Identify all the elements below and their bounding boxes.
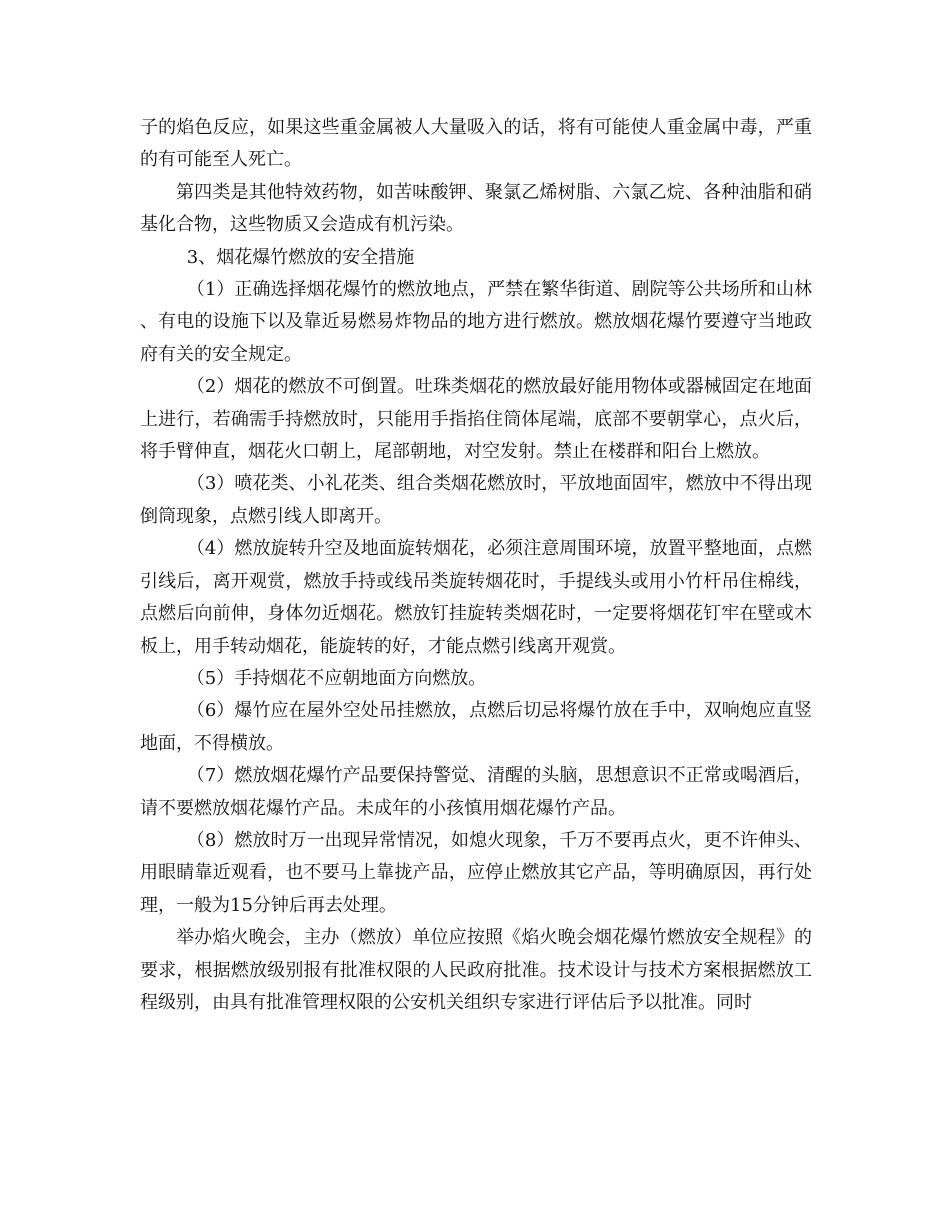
paragraph-measure-2: （2）烟花的燃放不可倒置。吐珠类烟花的燃放最好能用物体或器械固定在地面上进行，若确需手持燃放时，只能用手指掐住筒体尾端，底部不要朝掌心，点火后，将手臂伸直，烟花火口朝上，尾部朝地，对空发射。禁止在楼群和阳台上燃放。: [140, 376, 812, 463]
section-heading: 3、烟花爆竹燃放的安全措施: [186, 246, 415, 268]
paragraph-measure-6: （6）爆竹应在屋外空处吊挂燃放，点燃后切忌将爆竹放在手中，双响炮应直竖地面，不得横放。: [140, 700, 812, 754]
paragraph-measure-3: （3）喷花类、小礼花类、组合类烟花燃放时，平放地面固牢，燃放中不得出现倒筒现象，点燃引线人即离开。: [140, 473, 812, 527]
paragraph-measure-1: （1）正确选择烟花爆竹的燃放地点，严禁在繁华街道、剧院等公共场所和山林、有电的设施下以及靠近易燃易炸物品的地方进行燃放。燃放烟花爆竹要遵守当地政府有关的安全规定。: [140, 279, 812, 365]
paragraph-fireworks-gala: 举办焰火晚会，主办（燃放）单位应按照《焰火晚会烟花爆竹燃放安全规程》的要求，根据燃放级别报有批准权限的人民政府批准。技术设计与技术方案根据燃放工程级别，由具有批准管理权限的公安机关组织专家进行评估后予以批准。同时: [140, 927, 812, 1013]
paragraph-measure-7: （7）燃放烟花爆竹产品要保持警觉、清醒的头脑，思想意识不正常或喝酒后，请不要燃放烟花爆竹产品。未成年的小孩慎用烟花爆竹产品。: [140, 765, 812, 819]
paragraph-category-four: 第四类是其他特效药物，如苦味酸钾、聚氯乙烯树脂、六氯乙烷、各种油脂和硝基化合物，这些物质又会造成有机污染。: [140, 181, 812, 236]
document-body: [140, 112, 812, 1019]
paragraph-measure-4: （4）燃放旋转升空及地面旋转烟花，必须注意周围环境，放置平整地面，点燃引线后，离开观赏，燃放手持或线吊类旋转烟花时，手提线头或用小竹杆吊住棉线，点燃后向前伸，身体勿近烟花。燃放钉挂旋转类烟花时，一定要将烟花钉牢在壁或木板上，用手转动烟花，能旋转的好，才能点燃引线离开观赏。: [140, 538, 812, 657]
paragraph-measure-5: （5）手持烟花不应朝地面方向燃放。: [186, 667, 487, 689]
paragraph-measure-8: （8）燃放时万一出现异常情况，如熄火现象，千万不要再点火，更不许伸头、用眼睛靠近观看，也不要马上靠拢产品，应停止燃放其它产品，等明确原因，再行处理，一般为15分钟后再去处理。: [140, 829, 812, 916]
paragraph-heavy-metal: 子的焰色反应，如果这些重金属被人大量吸入的话，将有可能使人重金属中毒，严重的有可能至人死亡。: [140, 117, 812, 171]
